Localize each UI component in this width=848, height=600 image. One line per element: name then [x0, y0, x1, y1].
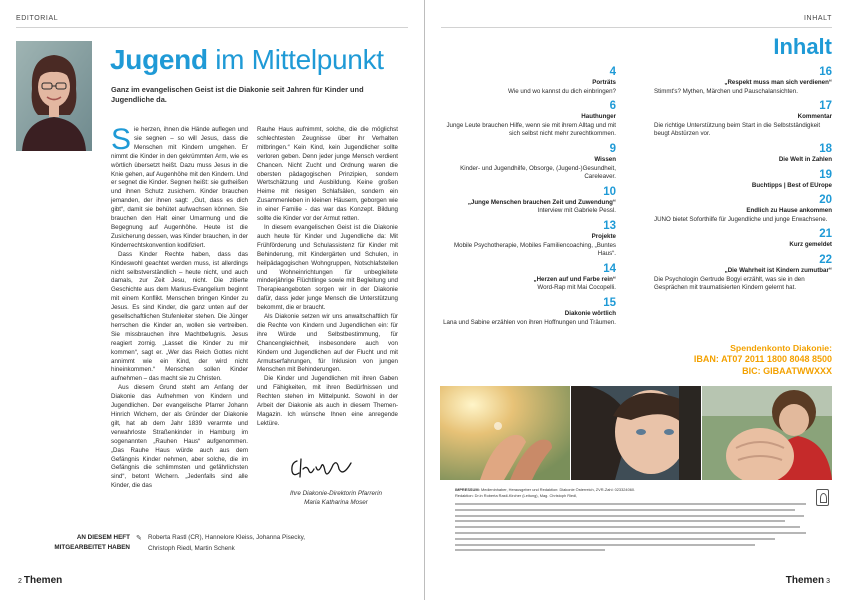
hands-photo-icon: [440, 386, 570, 480]
page-headline: [110, 44, 384, 76]
donation-bic: BIC: GIBAATWWXXX: [742, 365, 832, 376]
toc-entry-title: Kurz gemeldet: [789, 241, 832, 249]
toc-entry-desc: Die Psychologin Gertrude Bogyi erzählt, was sie in den Gesprächen mit traumatisierten Kindern gelernt hat.: [654, 275, 805, 292]
fine-print-line: [455, 520, 785, 522]
toc-page-number: 19: [819, 168, 832, 181]
fine-print-line: [455, 503, 806, 505]
toc-entry[interactable]: [441, 186, 616, 216]
contributors-line: Roberta Rastl (CR), Hannelore Kleiss, Johanna Pisecky,: [148, 534, 306, 541]
toc-entry[interactable]: [441, 220, 616, 259]
toc-entry-desc: Lana und Sabine erzählen von ihren Hoffnungen und Träumen.: [443, 318, 616, 326]
body-paragraph: Dass Kinder Rechte haben, dass das Kindeswohl geachtet werden muss, ist allerdings nicht selbstverständlich – heute nicht, und auch damals, zur Zeit Jesu, nicht. Die zitierte Geschichte aus dem Markus-Evangelium beginnt mit einem Konflikt. Menschen bringen Kinder zu Jesus. Es sind Kinder, die ganz unten auf der gesellschaftlichen Stufenleiter stehen. Die Jünger herrschen die Kinder an, wollen sie vertreiben. Sie missbrauchen ihre Machtbefugnis. Jesus reagiert zornig. „Lasset die Kinder zu mir kommen“, sagt er. „Wer das Reich Gottes nicht annimmt wie ein Kind, der wird nicht hineinkommen.“ Menschen sollen Kinder aufnehmen – das macht sie zu Christen.: [111, 250, 248, 383]
donation-iban: IBAN: AT07 2011 1800 8048 8500: [693, 354, 832, 364]
dropcap: S: [111, 123, 132, 156]
headline-rest: im Mittelpunkt: [207, 44, 384, 75]
toc-entry-desc: Kinder- und Jugendhilfe, Obsorge, (Jugend-)Gesundheit, Careleaver.: [460, 164, 616, 181]
toc-entry-title: „Herzen auf und Farbe rein“: [533, 275, 616, 283]
signature-caption-line: Ihre Diakonie-Direktorin Pfarrerin: [289, 490, 383, 497]
toc-entry[interactable]: [654, 100, 832, 139]
fist-photo-icon: [702, 386, 832, 480]
portrait-photo-icon: [16, 41, 92, 151]
toc-entry[interactable]: [654, 169, 832, 191]
folio-left: [16, 575, 62, 586]
imprint-fine-print: [455, 503, 806, 555]
author-portrait: [16, 41, 92, 151]
toc-entry[interactable]: [441, 66, 616, 96]
toc-entry-title: „Respekt muss man sich verdienen“: [724, 79, 832, 86]
pen-icon: ✎: [136, 535, 142, 542]
toc-entry-title: Kommentar: [797, 113, 832, 121]
folio-right: [786, 575, 832, 586]
toc-entry[interactable]: [441, 100, 616, 139]
toc-page-number: 10: [603, 185, 616, 198]
donation-box: [694, 343, 832, 377]
toc-page-number: 20: [819, 194, 832, 207]
lead-paragraph: Ganz im evangelischen Geist ist die Diakonie seit Jahren für Kinder und Jugendliche da.: [111, 85, 364, 105]
toc-page-number: 16: [819, 66, 832, 78]
body-paragraph: Die Kinder und Jugendlichen mit ihren Gaben und Fähigkeiten, mit ihren Bedürfnissen und Rechten stehen im Mittelpunkt. Sowohl in der Arbeit der Diakonie als auch in diesem Themen-Magazin. Ich wünsche Ihnen eine anregende Lektüre.: [257, 375, 398, 427]
fine-print-line: [455, 544, 755, 546]
toc-page-number: 22: [819, 253, 832, 266]
toc-entry-desc: Die richtige Unterstützung beim Start in die Selbstständigkeit beugt Abstürzen vor.: [654, 121, 821, 138]
body-paragraph: [111, 123, 248, 251]
toc-entry-desc: JUNO bietet Soforthilfe für Jugendliche und junge Erwachsene.: [654, 215, 828, 223]
toc-entry-desc: Word-Rap mit Mai Cocopelli.: [537, 284, 616, 292]
magazine-name: Themen: [785, 575, 825, 586]
fine-print-line: [455, 538, 775, 540]
photo-child-portrait: [571, 386, 701, 480]
toc-entry[interactable]: [441, 143, 616, 182]
toc-entry-desc: Mobile Psychotherapie, Mobiles Familiencoaching, „Buntes Haus“.: [454, 241, 616, 258]
fine-print-line: [455, 532, 806, 534]
section-label-editorial: EDITORIAL: [16, 15, 59, 22]
toc-entry-title: „Junge Menschen brauchen Zeit und Zuwendung“: [467, 198, 616, 206]
toc-page-number: 13: [603, 219, 616, 232]
toc-entry-title: Endlich zu Hause ankommen: [746, 207, 832, 215]
contributors-line: Christoph Riedl, Martin Schenk: [148, 545, 235, 552]
toc-page-number: 21: [819, 228, 832, 241]
top-rule: [16, 27, 408, 28]
toc-entry-desc: Junge Leute brauchen Hilfe, wenn sie mit ihrem Alltag und mit sich selbst nicht mehr zurechtkommen.: [446, 121, 616, 138]
page-number: 2: [18, 578, 22, 585]
imprint-line: Redaktion: Dr.in Roberta Rastl-Kircher (Leitung), Mag. Christoph Riedl,: [455, 492, 578, 498]
page-number: 3: [826, 578, 830, 585]
signature-caption: [281, 489, 391, 507]
toc-entry-title: Die Welt in Zahlen: [778, 155, 832, 163]
toc-entry-title: Diakonie wörtlich: [564, 309, 616, 317]
donation-heading: Spendenkonto Diakonie:: [730, 343, 832, 353]
toc-entry-title: „Die Wahrheit ist Kindern zumutbar“: [724, 266, 832, 274]
toc-page-number: 15: [603, 296, 616, 309]
toc-column-right: [654, 66, 832, 297]
imprint-text: Medieninhaber, Herausgeber und Redaktion: Diakonie Österreich, ZVR-Zahl: 023324060.: [480, 487, 636, 492]
toc-page-number: 9: [609, 142, 616, 155]
fine-print-line: [455, 549, 605, 551]
imprint: [455, 487, 806, 499]
toc-entry-desc: Wie und wo kannst du dich einbringen?: [507, 87, 616, 95]
top-rule: [441, 27, 832, 28]
body-column-2: [257, 126, 398, 429]
toc-column-left: [441, 66, 616, 331]
body-text: ie herzen, ihnen die Hände auflegen und sie segnen – so will Jesus, dass die Menschen mit Kindern umgehen. Er nimmt die Kinder in den gekrümmten Arm, wie es wörtlich übersetzt heißt. Dazu muss Jesus in die Knie gehen, auf Augenhöhe mit den Kindern. Und er segnet die Kinder. Segnen heißt: sie gutheißen und ihnen Schutz zusichern. Kinder brauchen jemanden, der ihnen sagt: „Gut, dass es dich gibt“, damit sie behütet aufwachsen können. Sie brauchen den Halt einer Umarmung und die Begegnung auf Augenhöhe. Heute ist die Zusicherung dessen, was Kinder brauchen, in der Kinderrechtskonvention kodifiziert.: [111, 126, 248, 249]
toc-entry[interactable]: [654, 228, 832, 250]
toc-entry-title: Hauthunger: [581, 113, 616, 121]
toc-entry[interactable]: [654, 194, 832, 224]
body-paragraph: Rauhe Haus aufnimmt, solche, die die möglichst schlechtesten Zeugnisse über ihr Verhalten mitbringen.“ Kein Kind, kein Jugendlicher sollte verloren geben. Denn jeder junge Mensch verdient Chancen. Nicht Zucht und Ordnung waren die obersten pädagogischen Prinzipien, sondern Wertschätzung und Ausbildung. Keine großen Heime mit riesigen Schlafsälen, sondern ein Zusammenleben in kleinen Häusern, geborgen wie in einer Familie - das war das Konzept. Bildung sollte die Kinder vor der Armut retten.: [257, 126, 398, 223]
toc-entry[interactable]: [654, 254, 832, 293]
contributors-label: AN DIESEM HEFT MITGEARBEITET HABEN: [54, 534, 130, 551]
headline-strong: Jugend: [110, 44, 208, 75]
section-label-inhalt: INHALT: [804, 15, 832, 22]
imprint-label: IMPRESSUM:: [455, 487, 480, 492]
fine-print-line: [455, 526, 800, 528]
body-paragraph: Aus diesem Grund steht am Anfang der Diakonie das Aufnehmen von Kindern und Jugendlichen. Der evangelische Pfarrer Johann Hinrich Wichern, der als Gründer der Diakonie gilt, hat ab dem Jahr 1839 verarmte und verwahrloste Straßenkinder in Hamburg im sogenannten „Rauhen Haus“ aufgenommen. „Das Rauhe Haus würde auch aus dem Gefängnis Kinder nehmen, aber solche, die im Gefängnis die schlimmsten und gefährlichsten sind“, betont Wichern. „Jedenfalls sind alle Kinder, die das: [111, 384, 248, 490]
body-column-1: [111, 123, 248, 491]
body-paragraph: In diesem evangelischen Geist ist die Diakonie auch heute für Kinder und Jugendliche da: Mit Frühförderung und Schulassistenz für Kinder mit Behinderung, mit Kindergärten und Schulen, in heilpädagogischen Wohngruppen, Notschlafstellen und Wohneinrichtungen für unbegleitete minderjährige Flüchtlinge sowie mit Begleitung und Therapieangeboten sorgen wir in der Diakonie dafür, dass jeder junge Mensch die Unterstützung bekommt, die er braucht.: [257, 223, 398, 312]
fine-print-line: [455, 509, 795, 511]
fsc-logo-icon: [816, 489, 829, 506]
photo-strip: [440, 386, 832, 480]
toc-entry-title: Projekte: [591, 232, 616, 240]
toc-entry-desc: Interview mit Gabriele Pessl.: [537, 207, 616, 215]
toc-entry-desc: Stimmt's? Mythen, Märchen und Pauschalansichten.: [654, 87, 798, 95]
toc-entry[interactable]: [441, 263, 616, 293]
fine-print-line: [455, 515, 804, 517]
child-photo-icon: [571, 386, 701, 480]
toc-page-number: 17: [819, 100, 832, 113]
photo-hands-sunlight: [440, 386, 570, 480]
toc-page-number: 6: [609, 100, 616, 113]
toc-entry[interactable]: [654, 143, 832, 165]
toc-title: Inhalt: [773, 34, 832, 59]
signature-caption-line: Maria Katharina Moser: [304, 499, 368, 506]
toc-entry[interactable]: [654, 66, 832, 96]
toc-page-number: 18: [819, 142, 832, 155]
photo-boy-fist: [702, 386, 832, 480]
body-paragraph: Als Diakonie setzen wir uns anwaltschaftlich für die Rechte von Kindern und Jugendlichen ein: für ihre Würde und Selbstbestimmung, für Chancengleichheit, insbesondere auch von Kindern und Jugendlichen auf der Flucht und mit Armutserfahrungen, für Inklusion von jungen Menschen mit Behinderungen.: [257, 313, 398, 374]
toc-page-number: 4: [609, 66, 616, 78]
signature-icon: [287, 455, 359, 481]
toc-entry[interactable]: [441, 297, 616, 327]
toc-entry-title: Buchtipps | Best of EUrope: [751, 181, 832, 189]
magazine-name: Themen: [23, 575, 63, 586]
toc-page-number: 14: [603, 262, 616, 275]
right-page: [425, 0, 848, 600]
toc-entry-title: Porträts: [592, 79, 616, 86]
toc-entry-title: Wissen: [594, 155, 616, 163]
